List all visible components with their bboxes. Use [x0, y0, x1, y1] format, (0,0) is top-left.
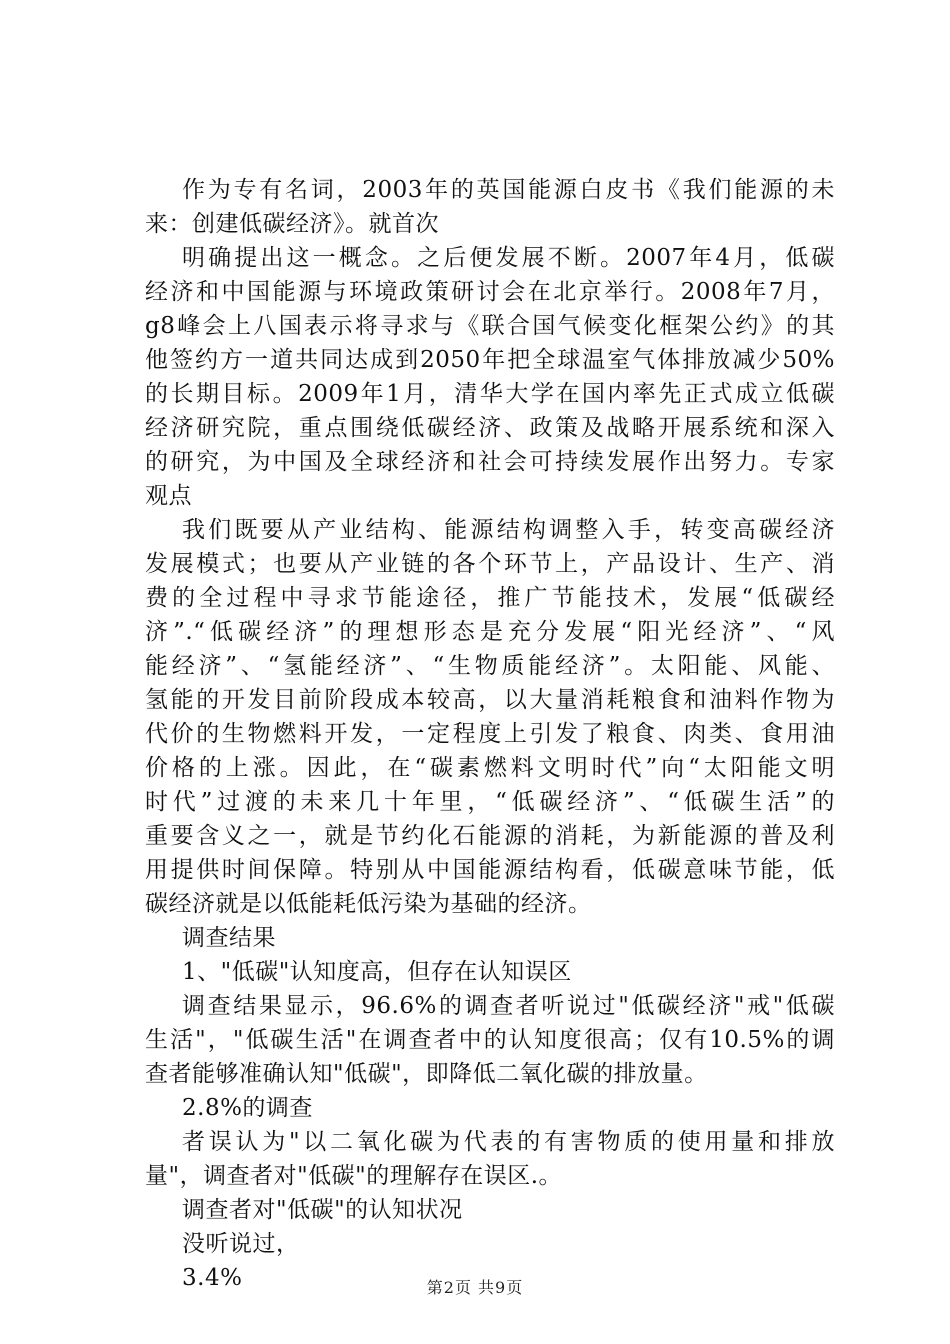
- text-line: 济”.“低碳经济”的理想形态是充分发展“阳光经济”、“风: [145, 619, 835, 645]
- text-line: 我们既要从产业结构、能源结构调整入手，转变高碳经济: [182, 517, 835, 543]
- text-line: 氢能的开发目前阶段成本较高，以大量消耗粮食和油料作物为: [145, 687, 835, 713]
- text-line: 价格的上涨。因此，在“碳素燃料文明时代”向“太阳能文明: [145, 755, 835, 781]
- text-line: 经济和中国能源与环境政策研讨会在北京举行。2008年7月，: [145, 279, 835, 305]
- text-line: 没听说过，: [182, 1231, 300, 1257]
- text-line: 调查结果: [182, 925, 276, 951]
- text-line: 重要含义之一，就是节约化石能源的消耗，为新能源的普及利: [145, 823, 835, 849]
- document-body: [145, 173, 835, 1295]
- text-line: 查者能够准确认知"低碳"，即降低二氧化碳的排放量。: [145, 1061, 708, 1087]
- text-line: 的长期目标。2009年1月，清华大学在国内率先正式成立低碳: [145, 381, 835, 407]
- text-line: 3.4%: [182, 1265, 243, 1291]
- text-line: 经济研究院，重点围绕低碳经济、政策及战略开展系统和深入: [145, 415, 835, 441]
- text-line: 明确提出这一概念。之后便发展不断。2007年4月，低碳: [182, 245, 835, 271]
- text-line: 观点: [145, 483, 192, 509]
- text-line: 费的全过程中寻求节能途径，推广节能技术，发展“低碳经: [145, 585, 835, 611]
- text-line: 生活"，"低碳生活"在调查者中的认知度很高；仅有10.5%的调: [145, 1027, 835, 1053]
- text-line: 他签约方一道共同达成到2050年把全球温室气体排放减少50%: [145, 347, 835, 373]
- text-line: 的研究，为中国及全球经济和社会可持续发展作出努力。专家: [145, 449, 835, 475]
- text-line: g8峰会上八国表示将寻求与《联合国气候变化框架公约》的其: [145, 313, 835, 339]
- text-line: 代价的生物燃料开发，一定程度上引发了粮食、肉类、食用油: [145, 721, 835, 747]
- text-line: 用提供时间保障。特别从中国能源结构看，低碳意味节能，低: [145, 857, 835, 883]
- page-footer: 第2页 共9页: [426, 1278, 524, 1297]
- text-line: 来：创建低碳经济》。就首次: [145, 211, 439, 237]
- text-line: 量"，调查者对"低碳"的理解存在误区.。: [145, 1163, 563, 1189]
- text-line: 能经济”、“氢能经济”、“生物质能经济”。太阳能、风能、: [145, 653, 835, 679]
- text-line: 调查者对"低碳"的认知状况: [182, 1197, 463, 1223]
- text-line: 作为专有名词，2003年的英国能源白皮书《我们能源的未: [182, 177, 835, 203]
- text-line: 调查结果显示，96.6%的调查者听说过"低碳经济"戒"低碳: [182, 993, 835, 1019]
- text-line: 1、"低碳"认知度高，但存在认知误区: [182, 959, 572, 985]
- text-line: 2.8%的调查: [182, 1095, 313, 1121]
- text-line: 发展模式；也要从产业链的各个环节上，产品设计、生产、消: [145, 551, 835, 577]
- text-line: 时代”过渡的未来几十年里，“低碳经济”、“低碳生活”的: [145, 789, 835, 815]
- text-line: 碳经济就是以低能耗低污染为基础的经济。: [145, 891, 592, 917]
- text-line: 者误认为"以二氧化碳为代表的有害物质的使用量和排放: [182, 1129, 835, 1155]
